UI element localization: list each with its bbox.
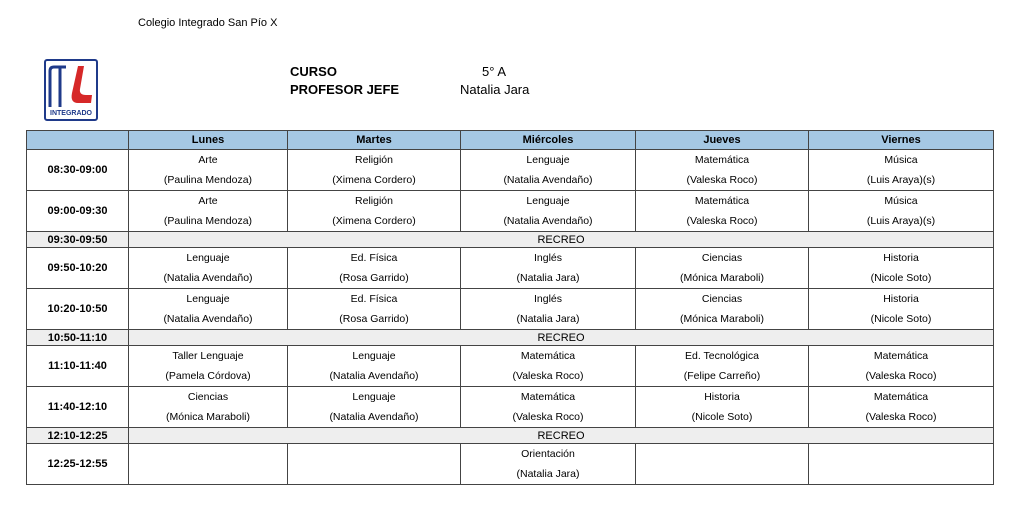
- subject: Matemática: [873, 391, 929, 403]
- break-row: [27, 330, 994, 346]
- subject: Historia: [704, 391, 740, 403]
- subject: Arte: [198, 195, 218, 207]
- profesor-label: PROFESOR JEFE: [290, 81, 400, 97]
- class-cell: [636, 387, 809, 428]
- subject: Historia: [883, 293, 919, 305]
- teacher: (Luis Araya)(s): [866, 174, 936, 186]
- class-cell: [288, 191, 461, 232]
- subject: Ed. Tecnológica: [685, 350, 759, 362]
- teacher: (Valeska Roco): [686, 215, 758, 227]
- teacher: (Felipe Carreño): [683, 370, 761, 382]
- period-time: 10:20-10:50: [27, 289, 129, 330]
- class-cell: [809, 191, 994, 232]
- subject: Ed. Física: [350, 252, 398, 264]
- teacher: (Ximena Cordero): [332, 215, 416, 227]
- teacher: (Nicole Soto): [691, 411, 753, 423]
- subject: Religión: [355, 154, 393, 166]
- schedule-table: [26, 130, 994, 485]
- subject: Ciencias: [701, 252, 743, 264]
- teacher: (Valeska Roco): [865, 370, 937, 382]
- period-row: [27, 346, 994, 387]
- teacher: (Nicole Soto): [870, 313, 932, 325]
- class-cell: [636, 150, 809, 191]
- subject: Matemática: [520, 350, 576, 362]
- class-cell: [129, 444, 288, 485]
- break-label: RECREO: [129, 232, 994, 248]
- teacher: (Valeska Roco): [865, 411, 937, 423]
- class-cell: [636, 248, 809, 289]
- class-cell: [288, 289, 461, 330]
- class-cell: [288, 150, 461, 191]
- subject: Ciencias: [701, 293, 743, 305]
- teacher: (Valeska Roco): [512, 411, 584, 423]
- class-cell: [129, 150, 288, 191]
- header-day: Lunes: [129, 131, 288, 150]
- school-logo: [44, 59, 98, 121]
- class-cell: [636, 289, 809, 330]
- profesor-value: Natalia Jara: [460, 81, 530, 97]
- teacher: (Natalia Avendaño): [503, 215, 593, 227]
- subject: Música: [884, 195, 918, 207]
- period-row: [27, 191, 994, 232]
- period-time: 09:00-09:30: [27, 191, 129, 232]
- subject: Ciencias: [187, 391, 229, 403]
- class-cell: [636, 346, 809, 387]
- teacher: [288, 464, 460, 484]
- teacher: [129, 464, 287, 484]
- class-cell: [809, 444, 994, 485]
- class-cell: [809, 346, 994, 387]
- subject: Taller Lenguaje: [172, 350, 244, 362]
- teacher: (Mónica Maraboli): [679, 272, 765, 284]
- header-row: [27, 131, 994, 150]
- class-cell: [129, 191, 288, 232]
- period-time: 11:40-12:10: [27, 387, 129, 428]
- class-cell: [461, 248, 636, 289]
- teacher: (Nicole Soto): [870, 272, 932, 284]
- subject: Lenguaje: [352, 391, 396, 403]
- subject: Lenguaje: [352, 350, 396, 362]
- class-cell: [288, 444, 461, 485]
- teacher: (Natalia Avendaño): [163, 313, 253, 325]
- school-name: Colegio Integrado San Pío X: [138, 17, 278, 29]
- subject: Matemática: [873, 350, 929, 362]
- teacher: (Rosa Garrido): [339, 272, 409, 284]
- period-time: 08:30-09:00: [27, 150, 129, 191]
- subject: Matemática: [520, 391, 576, 403]
- class-cell: [129, 248, 288, 289]
- class-cell: [129, 289, 288, 330]
- header-day: Martes: [288, 131, 461, 150]
- break-label: RECREO: [129, 428, 994, 444]
- teacher: (Natalia Jara): [516, 468, 580, 480]
- class-cell: [288, 387, 461, 428]
- subject: Lenguaje: [526, 195, 570, 207]
- course-info: [290, 62, 529, 98]
- subject: [809, 444, 993, 464]
- period-row: [27, 444, 994, 485]
- teacher: (Pamela Córdova): [165, 370, 251, 382]
- break-row: [27, 428, 994, 444]
- teacher: (Mónica Maraboli): [165, 411, 251, 423]
- period-row: [27, 387, 994, 428]
- class-cell: [809, 150, 994, 191]
- class-cell: [461, 191, 636, 232]
- teacher: [636, 464, 808, 484]
- class-cell: [461, 346, 636, 387]
- teacher: [809, 464, 993, 484]
- class-cell: [636, 191, 809, 232]
- subject: [288, 444, 460, 464]
- teacher: (Paulina Mendoza): [163, 215, 253, 227]
- class-cell: [809, 387, 994, 428]
- teacher: (Natalia Avendaño): [329, 411, 419, 423]
- logo-text: INTEGRADO: [50, 110, 92, 117]
- subject: Lenguaje: [186, 293, 230, 305]
- curso-value: 5° A: [482, 63, 506, 79]
- subject: Religión: [355, 195, 393, 207]
- period-time: 10:50-11:10: [27, 330, 129, 346]
- teacher: (Natalia Avendaño): [329, 370, 419, 382]
- teacher: (Rosa Garrido): [339, 313, 409, 325]
- class-cell: [461, 387, 636, 428]
- subject: Ed. Física: [350, 293, 398, 305]
- header-day: Miércoles: [461, 131, 636, 150]
- subject: [636, 444, 808, 464]
- class-cell: [461, 444, 636, 485]
- subject: Lenguaje: [526, 154, 570, 166]
- class-cell: [461, 150, 636, 191]
- period-row: [27, 248, 994, 289]
- teacher: (Paulina Mendoza): [163, 174, 253, 186]
- teacher: (Natalia Jara): [516, 313, 580, 325]
- subject: Matemática: [694, 195, 750, 207]
- class-cell: [288, 346, 461, 387]
- header-day: Viernes: [809, 131, 994, 150]
- curso-label: CURSO: [290, 63, 337, 79]
- period-time: 09:30-09:50: [27, 232, 129, 248]
- period-time: 11:10-11:40: [27, 346, 129, 387]
- subject: Matemática: [694, 154, 750, 166]
- subject: Arte: [198, 154, 218, 166]
- class-cell: [288, 248, 461, 289]
- subject: [129, 444, 287, 464]
- header-time: [27, 131, 129, 150]
- teacher: (Ximena Cordero): [332, 174, 416, 186]
- teacher: (Valeska Roco): [686, 174, 758, 186]
- teacher: (Natalia Avendaño): [163, 272, 253, 284]
- period-time: 12:10-12:25: [27, 428, 129, 444]
- period-time: 09:50-10:20: [27, 248, 129, 289]
- teacher: (Valeska Roco): [512, 370, 584, 382]
- class-cell: [809, 289, 994, 330]
- subject: Historia: [883, 252, 919, 264]
- subject: Lenguaje: [186, 252, 230, 264]
- class-cell: [461, 289, 636, 330]
- class-cell: [809, 248, 994, 289]
- header-day: Jueves: [636, 131, 809, 150]
- subject: Inglés: [533, 252, 563, 264]
- teacher: (Natalia Jara): [516, 272, 580, 284]
- subject: Orientación: [521, 448, 575, 460]
- break-label: RECREO: [129, 330, 994, 346]
- class-cell: [129, 387, 288, 428]
- break-row: [27, 232, 994, 248]
- period-time: 12:25-12:55: [27, 444, 129, 485]
- teacher: (Luis Araya)(s): [866, 215, 936, 227]
- period-row: [27, 289, 994, 330]
- subject: Inglés: [533, 293, 563, 305]
- period-row: [27, 150, 994, 191]
- class-cell: [636, 444, 809, 485]
- teacher: (Natalia Avendaño): [503, 174, 593, 186]
- class-cell: [129, 346, 288, 387]
- teacher: (Mónica Maraboli): [679, 313, 765, 325]
- subject: Música: [884, 154, 918, 166]
